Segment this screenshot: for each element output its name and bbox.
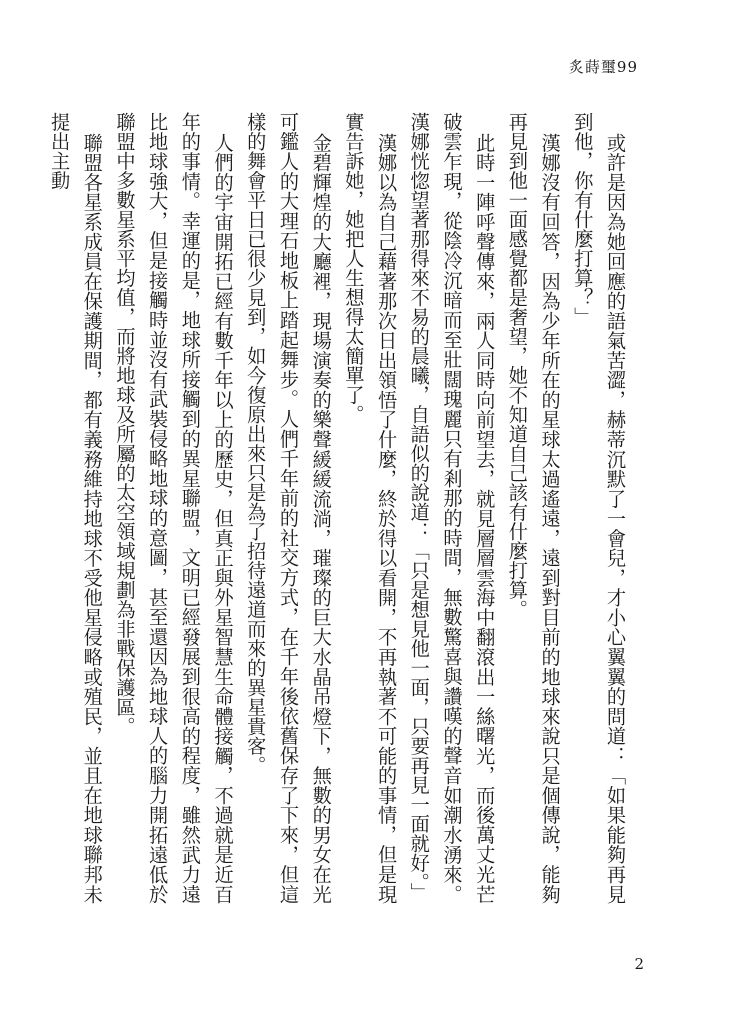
running-header: 炙蒔璽99 xyxy=(568,58,638,76)
paragraph-7: 聯盟各星系成員在保護期間，都有義務維持地球不受他星侵略或殖民，並且在地球聯邦未提出主動 xyxy=(48,112,104,904)
page-number: 2 xyxy=(634,955,644,973)
paragraph-5: 金碧輝煌的大廳裡，現場演奏的樂聲緩緩流淌，璀璨的巨大水晶吊燈下，無數的男女在光可鑑人的大理石地板上踏起舞步。人們千年前的社交方式，在千年後依舊保存了下來，但這樣的舞會平日已很少見到，如今復原出來只是為了招待遠道而來的異星貴客。 xyxy=(244,112,333,904)
body-text xyxy=(48,112,631,904)
paragraph-4: 漢娜以為自己藉著那次日出領悟了什麼，終於得以看開，不再執著不可能的事情，但是現實告訴她，她把人生想得太簡單了。 xyxy=(342,112,399,904)
paragraph-2: 漢娜沒有回答，因為少年所在的星球太過遙遠，遠到對目前的地球來說只是個傳說，能夠再見到他一面感覺都是奢望，她不知道自己該有什麼打算。 xyxy=(505,112,562,904)
paragraph-3: 此時一陣呼聲傳來，兩人同時向前望去，就見層層雲海中翻滾出一絲曙光，而後萬丈光芒破雲乍現，從陰冷沉暗而至壯闊瑰麗只有剎那的時間，無數驚喜與讚嘆的聲音如潮水湧來。漢娜恍惚望著那得來不易的晨曦，自語似的說道：「只是想見他一面，只要再見一面就好。」 xyxy=(407,112,497,904)
paragraph-6: 人們的宇宙開拓已經有數千年以上的歷史，但真正與外星智慧生命體接觸，不過就是近百年的事情。幸運的是，地球所接觸到的異星聯盟，文明已經發展到很高的程度，雖然武力遠比地球強大，但是接觸時並沒有武裝侵略地球的意圖，甚至還因為地球人的腦力開拓遠低於聯盟中多數星系平均值，而將地球及所屬的太空領域規劃為非戰保護區。 xyxy=(113,112,235,904)
paragraph-1: 或許是因為她回應的語氣苦澀，赫蒂沉默了一會兒，才小心翼翼的問道：「如果能夠再見到他，你有什麼打算？」 xyxy=(571,112,627,904)
